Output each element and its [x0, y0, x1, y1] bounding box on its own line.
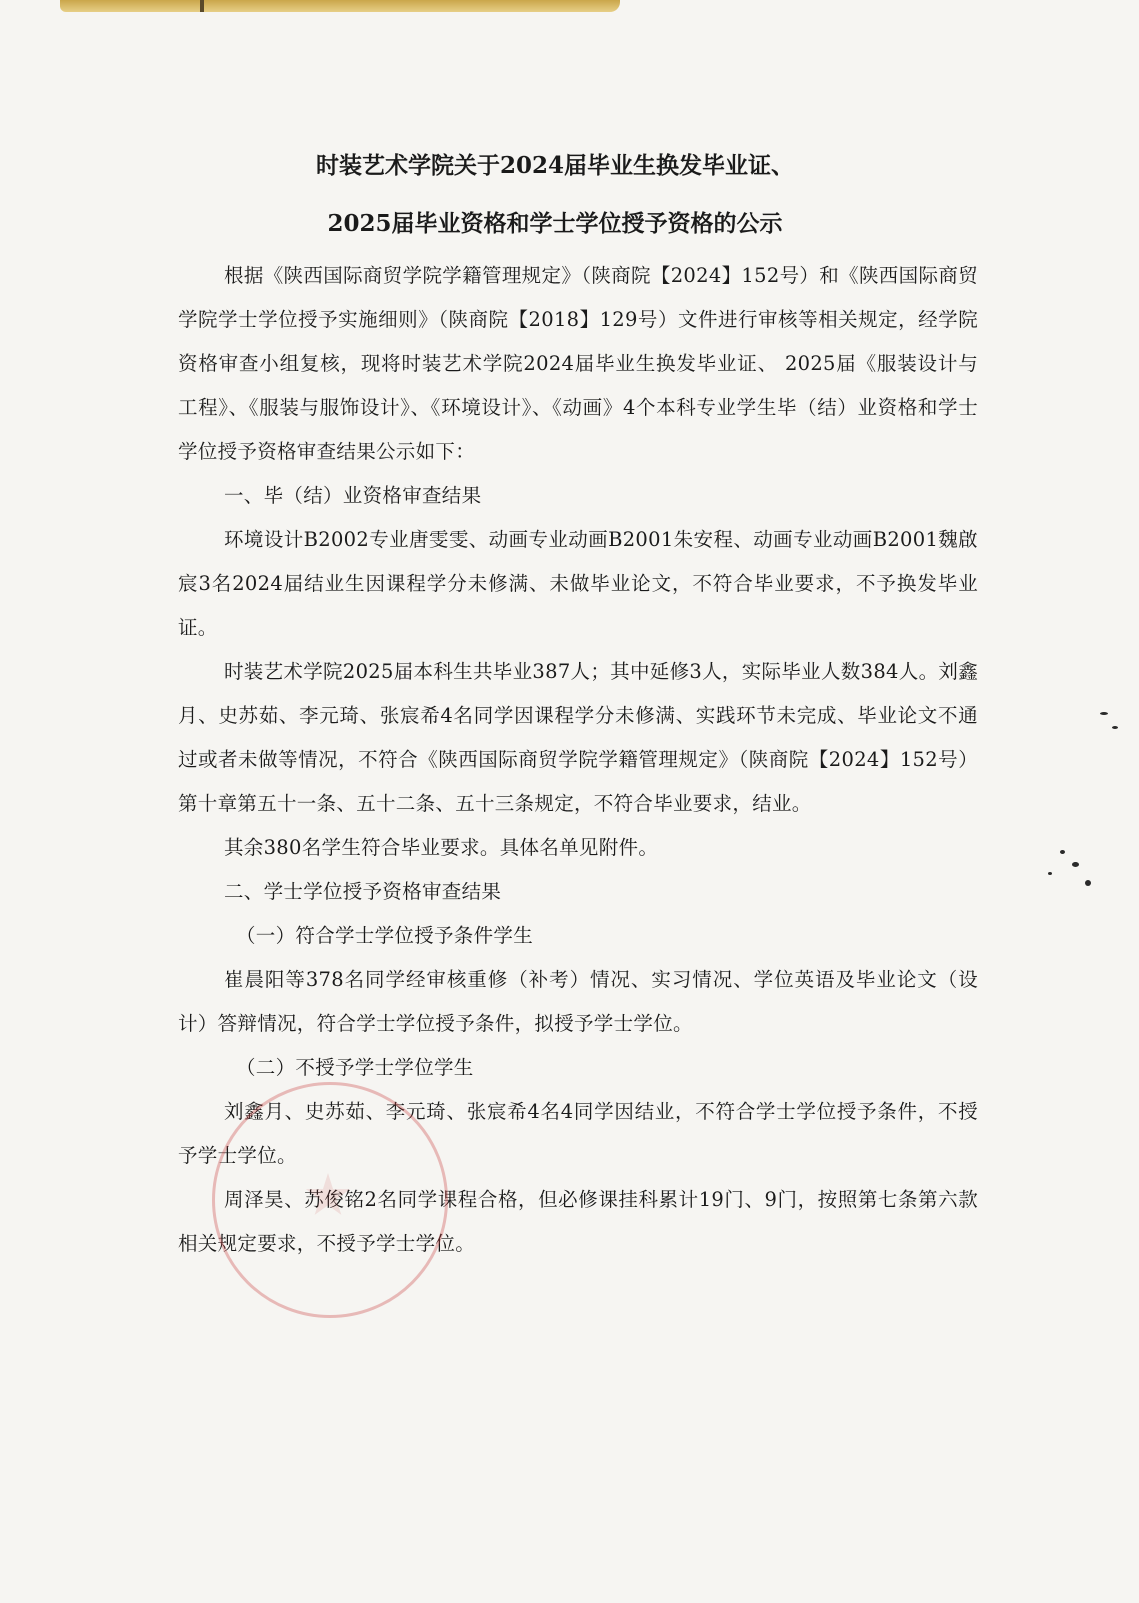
section-2-sub-1-paragraph: 崔晨阳等378名同学经审核重修（补考）情况、实习情况、学位英语及毕业论文（设计）答辩情况，符合学士学位授予条件，拟授予学士学位。 — [178, 968, 978, 1035]
section-1-paragraph-2: 时装艺术学院2025届本科生共毕业387人；其中延修3人，实际毕业人数384人。刘鑫月、史苏茹、李元琦、张宸希4名同学因课程学分未修满、实践环节未完成、毕业论文不通过或者未做等情况，不符合《陕西国际商贸学院学籍管理规定》（陕商院【2024】152号）第十章第五十一条、五十二条、五十三条规定，不符合毕业要求，结业。 — [178, 660, 978, 815]
intro-paragraph: 根据《陕西国际商贸学院学籍管理规定》（陕商院【2024】152号）和《陕西国际商贸学院学士学位授予实施细则》（陕商院【2018】129号）文件进行审核等相关规定，经学院资格审查小组复核，现将时装艺术学院2024届毕业生换发毕业证、 2025届《服装设计与工程》、《服装与服饰设计》、《环境设计》、《动画》4个本科专业学生毕（结）业资格和学士学位授予资格审查结果公示如下： — [178, 264, 978, 463]
document-page — [178, 150, 978, 1266]
ink-speckle — [1112, 726, 1118, 729]
tape-mark — [200, 0, 204, 12]
section-1-paragraph-3: 其余380名学生符合毕业要求。具体名单见附件。 — [224, 836, 659, 859]
document-title-line-1: 时装艺术学院关于2024届毕业生换发毕业证、 — [315, 152, 794, 179]
section-2-sub-2-paragraph-1: 刘鑫月、史苏茹、李元琦、张宸希4名4同学因结业，不符合学士学位授予条件，不授予学士学位。 — [178, 1100, 978, 1167]
ink-speckle — [1060, 850, 1065, 854]
ink-speckle — [1048, 872, 1052, 875]
section-1-paragraph-1: 环境设计B2002专业唐雯雯、动画专业动画B2001朱安程、动画专业动画B2001魏啟宸3名2024届结业生因课程学分未修满、未做毕业论文，不符合毕业要求，不予换发毕业证。 — [178, 528, 978, 639]
ink-speckle — [1085, 880, 1091, 886]
section-2-heading: 二、学士学位授予资格审查结果 — [224, 880, 502, 903]
document-title-line-2: 2025届毕业资格和学士学位授予资格的公示 — [327, 210, 783, 237]
section-2-sub-1-heading: （一）符合学士学位授予条件学生 — [236, 924, 534, 947]
ink-speckle — [1072, 862, 1079, 867]
section-1-heading: 一、毕（结）业资格审查结果 — [224, 484, 482, 507]
section-2-sub-2-paragraph-2: 周泽昊、苏俊铭2名同学课程合格，但必修课挂科累计19门、9门，按照第七条第六款相关规定要求，不授予学士学位。 — [178, 1188, 978, 1255]
top-tape — [60, 0, 620, 12]
section-2-sub-2-heading: （二）不授予学士学位学生 — [236, 1056, 474, 1079]
ink-speckle — [1100, 712, 1108, 715]
